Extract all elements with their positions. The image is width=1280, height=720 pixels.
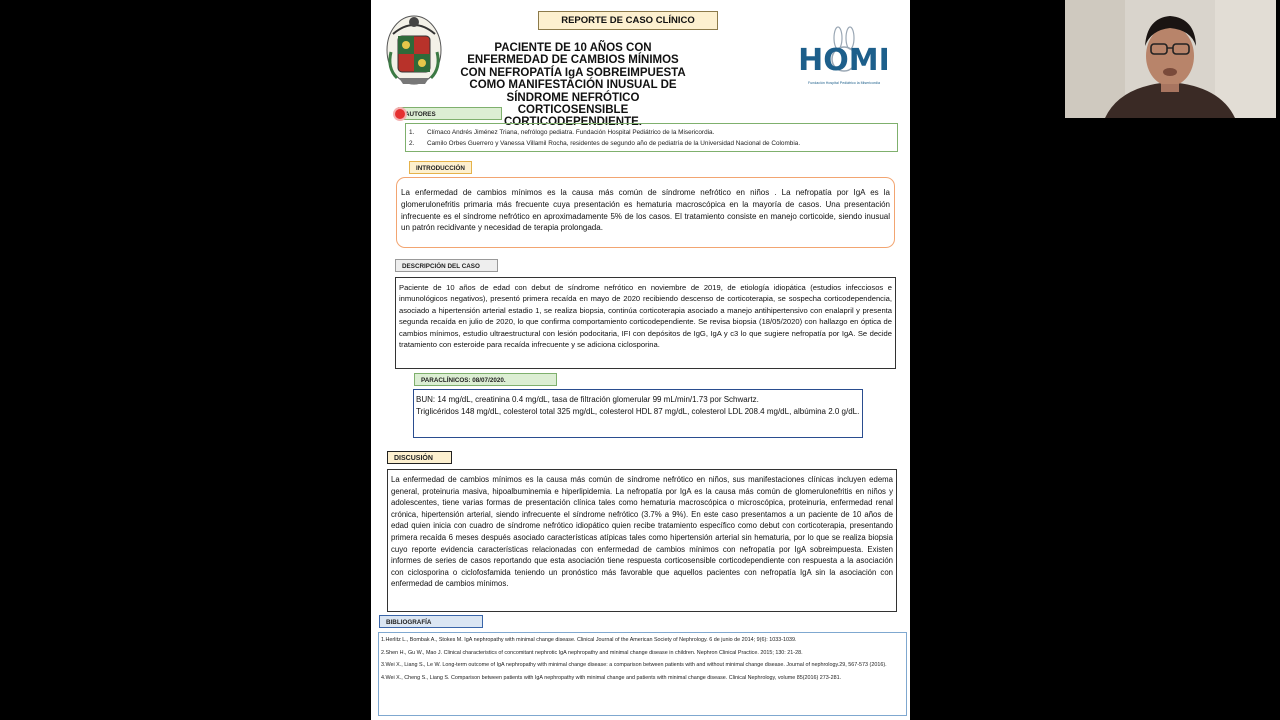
lab-results-line: Triglicéridos 148 mg/dL, colesterol total 325 mg/dL, colesterol HDL 87 mg/dL, colesterol LDL 208.4 mg/dL, albúmina 2.0 g/dL. [416, 407, 860, 417]
authors-list [405, 123, 898, 152]
case-description-text: Paciente de 10 años de edad con debut de síndrome nefrótico en noviembre de 2019, de etiología idiopática (estudios infecciosos e inmunológicos negativos), presentó primera recaída en mayo de 2020 recibiendo descenso de corticoterapia, se sospecha corticodependencia, asociado a hipertensión arterial estadio 1, se realiza biopsia, continúa corticoterapia asociado a manejo antihipertensivo con enalapril y presenta segunda recaída en julio de 2020, lo que confirma comportamiento corticodependiente. Se revisa biopsia (18/05/2020) con hallazgo en óptica de cambios mínimos, estudio ultraestructural con lesión podocitaria, IFI con depósitos de IgG, IgA y c3 lo que sugiere nefropatía por IgA. Se decide tratamiento con esteroide para recaída infrecuente y se adiciona ciclosporina. [395, 277, 896, 369]
homi-logo-text: HOMI [798, 43, 890, 78]
homi-logo-subtitle: Fundación Hospital Pediátrico la Misericordia [808, 81, 880, 85]
bibliography-item: 4.Wei X., Cheng S., Liang S. Comparison between patients with IgA nephropathy with minimal change and patients with minimal change disease. Clinical Nephrology, volume 85(2016) 273-281. [381, 674, 842, 681]
section-label-bibliografia: BIBLIOGRAFÍA [379, 615, 483, 628]
section-label-descripcion: DESCRIPCIÓN DEL CASO [395, 259, 498, 272]
homi-logo-icon [794, 26, 898, 92]
university-seal-icon [385, 12, 443, 88]
section-label-paraclinicos: PARACLÍNICOS: 08/07/2020. [414, 373, 557, 386]
discussion-text: La enfermedad de cambios mínimos es la causa más común de síndrome nefrótico en niños, sus manifestaciones clínicas incluyen edema general, proteinuria masiva, hipoalbuminemia e hiperlipidemia. La nefropatía por IgA es la causa más común de glomerulonefritis en niños y adolescentes, tiene varias formas de presentación clínica tales como hematuria macroscópica o microscópica, proteinuria, enfermedad renal crónica, hipertensión arterial, siendo infrecuente el síndrome nefrótico (3.7% a 9%). En este caso presentamos a un paciente de 10 años de edad quien inicia con cuadro de síndrome nefrótico idiopático quien recibe tratamiento específico como debut con corticoterapia, presentando primera recaída 6 meses después asociado características atípicas tales como hipertensión arterial sin hematuria, por lo que se realiza biopsia cuyo reporte evidencia características relacionadas con enfermedad de cambios mínimos con nefropatía por IgA sobreimpuesta. Existen informes de series de casos reportando que esta asociación tiene respuesta corticosensible corticodependiente con respuesta a la asociación con ciclosporina o ciclofosfamida teniendo un pronóstico más favorable que aquellos pacientes con nefropatía IgA sin la asociación con enfermedad de cambios mínimos. [387, 469, 897, 612]
introduction-text: La enfermedad de cambios mínimos es la causa más común de síndrome nefrótico en niños . La nefropatía por IgA es la glomerulonefritis primaria más frecuente cuya presentación es hematuria macroscópica en la mayoría de casos. Una presentación infrecuente es el síndrome nefrótico en aproximadamente 5% de los casos. El tratamiento consiste en manejo corticoide, siendo inusual un patrón recidivante y necesidad de terapia prolongada. [396, 177, 895, 248]
record-indicator-icon [395, 109, 405, 119]
lab-results-box [413, 389, 863, 438]
poster-title: PACIENTE DE 10 AÑOS CON ENFERMEDAD DE CAMBIOS MÍNIMOS CON NEFROPATÍA IgA SOBREIMPUESTA COMO MANIFESTACIÓN INUSUAL DE SÍNDROME NEFRÓTICO CORTICOSENSIBLE CORTICODEPENDIENTE. [460, 42, 686, 129]
section-label-discusion: DISCUSIÓN [387, 451, 452, 464]
author-item: 2. Camilo Orbes Guerrero y Vanessa Villamil Rocha, residentes de segundo año de pediatría de la Universidad Nacional de Colombia. [409, 140, 801, 147]
lab-results-line: BUN: 14 mg/dL, creatinina 0.4 mg/dL, tasa de filtración glomerular 99 mL/min/1.73 por Schwartz. [416, 395, 759, 404]
webcam-presenter-video [1065, 0, 1276, 118]
poster-slide [371, 0, 910, 720]
report-type-label: REPORTE DE CASO CLÍNICO [538, 11, 718, 30]
section-label-introduccion: INTRODUCCIÓN [409, 161, 472, 174]
bibliography-item: 2.Shen H., Gu W., Mao J. Clinical characteristics of concomitant nephrotic IgA nephropathy and minimal change disease in children. Nephron Clinical Practice. 2015; 130: 21-28. [381, 649, 803, 656]
bibliography-list [378, 632, 907, 716]
bibliography-item: 3.Wei X., Liang S., Le W. Long-term outcome of IgA nephropathy with minimal change disease: a comparison between patients with and without minimal change disease. Journal of nephrology.29, 567-573 (2016). [381, 662, 887, 669]
bibliography-item: 1.Herlitz L., Bombak A., Stokes M. IgA nephropathy with minimal change disease. Clinical Journal of the American Society of Nephrology. 6 de junio de 2014; 9(6): 1033-1039. [381, 637, 797, 643]
author-item: 1. Clímaco Andrés Jiménez Triana, nefrólogo pediatra. Fundación Hospital Pediátrico de la Misericordia. [409, 129, 715, 136]
section-label-autores: AUTORES [398, 107, 502, 120]
